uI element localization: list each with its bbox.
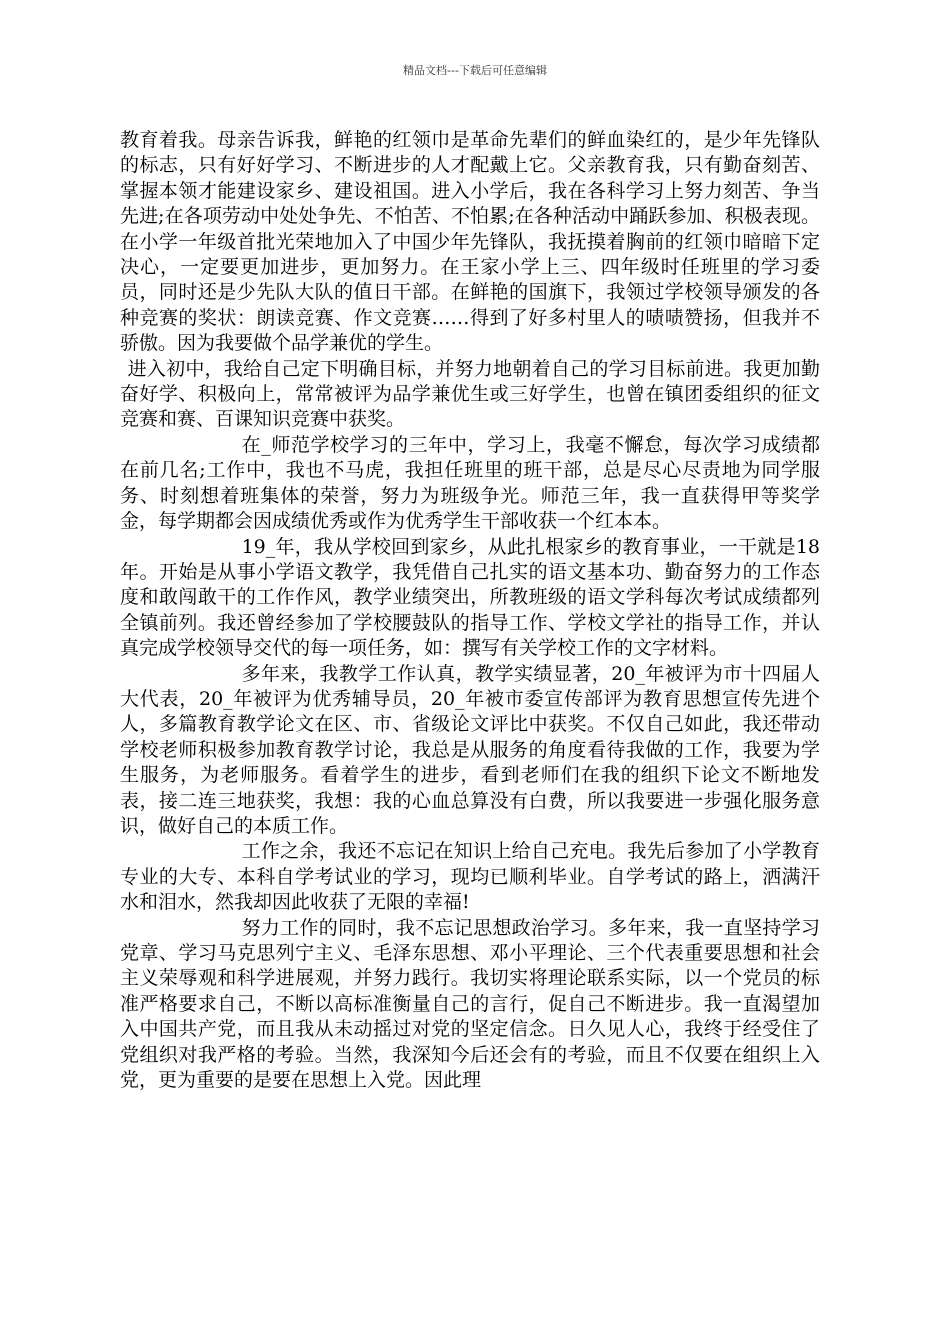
paragraph-self-study: 工作之余，我还不忘记在知识上给自己充电。我先后参加了小学教育专业的大专、本科自学考试业的学习，现均已顺利毕业。自学考试的路上，洒满汗水和泪水，然我却因此收获了无限的幸福! [120,840,820,914]
paragraph-teaching-career: 19_年，我从学校回到家乡，从此扎根家乡的教育事业，一干就是18年。开始是从事小学语文教学，我凭借自己扎实的语文基本功、勤奋努力的工作态度和敢闯敢干的工作作风，教学业绩突出，所教班级的语文学科每次考试成绩都列全镇前列。我还曾经参加了学校腰鼓队的指导工作、学校文学社的指导工作，并认真完成学校领导交代的每一项任务，如：撰写有关学校工作的文字材料。 [120,535,820,660]
page-header: 精品文档---下载后可任意编辑 [403,64,547,77]
paragraph-political-study: 努力工作的同时，我不忘记思想政治学习。多年来，我一直坚持学习党章、学习马克思列宁主义、毛泽东思想、邓小平理论、三个代表重要思想和社会主义荣辱观和科学进展观，并努力践行。我切实将理论联系实际，以一个党员的标准严格要求自己，不断以高标准衡量自己的言行，促自己不断进步。我一直渴望加入中国共产党，而且我从未动摇过对党的坚定信念。日久见人心，我终于经受住了党组织对我严格的考验。当然，我深知今后还会有的考验，而且不仅要在组织上入党，更为重要的是要在思想上入党。因此理 [120,916,820,1092]
paragraph-achievements: 多年来，我教学工作认真，教学实绩显著，20_年被评为市十四届人大代表，20_年被评为优秀辅导员，20_年被市委宣传部评为教育思想宣传先进个人，多篇教育教学论文在区、市、省级论文评比中获奖。不仅自己如此，我还带动学校老师积极参加教育教学讨论，我总是从服务的角度看待我做的工作，我要为学生服务，为老师服务。看着学生的进步，看到老师们在我的组织下论文不断地发表，接二连三地获奖，我想：我的心血总算没有白费，所以我要进一步强化服务意识，做好自己的本质工作。 [120,662,820,837]
paragraph-middle-school: 进入初中，我给自己定下明确目标，并努力地朝着自己的学习目标前进。我更加勤奋好学、积极向上，常常被评为品学兼优生或三好学生，也曾在镇团委组织的征文竞赛和赛、百课知识竞赛中获奖。 [120,357,820,431]
paragraph-normal-school: 在_师范学校学习的三年中，学习上，我毫不懈怠，每次学习成绩都在前几名;工作中，我也不马虎，我担任班里的班干部，总是尽心尽责地为同学服务、时刻想着班集体的荣誉，努力为班级争光。师范三年，我一直获得甲等奖学金，每学期都会因成绩优秀或作为优秀学生干部收获一个红本本。 [120,433,820,533]
document-body [120,128,820,1093]
paragraph-childhood: 教育着我。母亲告诉我，鲜艳的红领巾是革命先辈们的鲜血染红的，是少年先锋队的标志，只有好好学习、不断进步的人才配戴上它。父亲教育我，只有勤奋刻苦、掌握本领才能建设家乡、建设祖国。进入小学后，我在各科学习上努力刻苦、争当先进;在各项劳动中处处争先、不怕苦、不怕累;在各种活动中踊跃参加、积极表现。在小学一年级首批光荣地加入了中国少年先锋队，我抚摸着胸前的红领巾暗暗下定决心，一定要更加进步，更加努力。在王家小学上三、四年级时任班里的学习委员，同时还是少先队大队的值日干部。在鲜艳的国旗下，我领过学校领导颁发的各种竞赛的奖状：朗读竞赛、作文竞赛……得到了好多村里人的啧啧赞扬，但我并不骄傲。因为我要做个品学兼优的学生。 [120,129,820,355]
